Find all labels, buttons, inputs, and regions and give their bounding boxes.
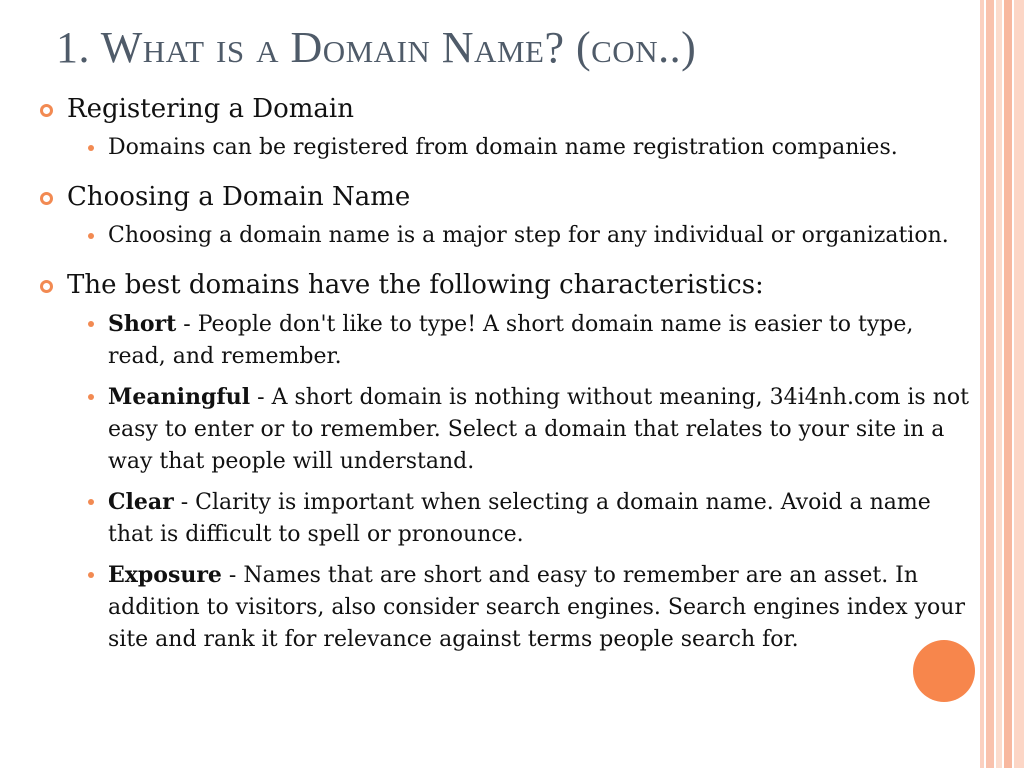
stripe — [1014, 0, 1024, 768]
bullet-heading: The best domains have the following characteristics: — [67, 270, 764, 300]
term-meaningful: Meaningful — [108, 384, 251, 410]
bullet-heading: Choosing a Domain Name — [67, 182, 411, 212]
sub-bullet-text: Clarity is important when selecting a domain name. Avoid a name that is difficult to spell or pronounce. — [108, 490, 931, 547]
circle-bullet-icon — [40, 192, 53, 205]
stripe — [996, 0, 1002, 768]
sub-bullet-clear — [40, 486, 975, 551]
decorative-stripes — [980, 0, 1024, 768]
circle-bullet-icon — [40, 280, 53, 293]
sub-bullet-text: Domains can be registered from domain name registration companies. — [108, 135, 898, 160]
stripe — [980, 0, 984, 768]
circle-bullet-icon — [40, 104, 53, 117]
sub-bullet — [40, 220, 975, 252]
sub-bullet-meaningful — [40, 381, 975, 478]
slide-body — [40, 92, 975, 656]
sub-bullet-text: Names that are short and easy to remember are an asset. In addition to visitors, also consider search engines. Search engines index your site and rank it for relevance against terms people search for. — [108, 563, 965, 652]
sub-bullet-text: People don't like to type! A short domain name is easier to type, read, and remember. — [108, 312, 914, 369]
dot-bullet-icon — [88, 321, 94, 327]
sub-bullet-text: A short domain is nothing without meaning, 34i4nh.com is not easy to enter or to remember. Select a domain that relates to your site in a way that people will understand. — [108, 385, 969, 474]
separator: - — [250, 385, 272, 410]
dot-bullet-icon — [88, 572, 94, 578]
bullet-best-domains — [40, 268, 975, 302]
dot-bullet-icon — [88, 499, 94, 505]
term-exposure: Exposure — [108, 562, 222, 588]
term-short: Short — [108, 311, 177, 337]
dot-bullet-icon — [88, 394, 94, 400]
bullet-registering-domain — [40, 92, 975, 126]
bullet-choosing-domain — [40, 180, 975, 214]
sub-bullet-short — [40, 308, 975, 373]
dot-bullet-icon — [88, 233, 94, 239]
sub-bullet-text: Choosing a domain name is a major step for any individual or organization. — [108, 223, 949, 248]
dot-bullet-icon — [88, 145, 94, 151]
stripe — [1004, 0, 1012, 768]
sub-bullet — [40, 132, 975, 164]
stripe — [986, 0, 994, 768]
decorative-circle — [913, 640, 975, 702]
term-clear: Clear — [108, 489, 174, 515]
sub-bullet-exposure — [40, 559, 975, 656]
slide-title: 1. What is a Domain Name? (con..) — [56, 23, 697, 72]
separator: - — [173, 490, 196, 515]
separator: - — [176, 312, 198, 337]
separator: - — [221, 563, 244, 588]
bullet-heading: Registering a Domain — [67, 94, 354, 124]
